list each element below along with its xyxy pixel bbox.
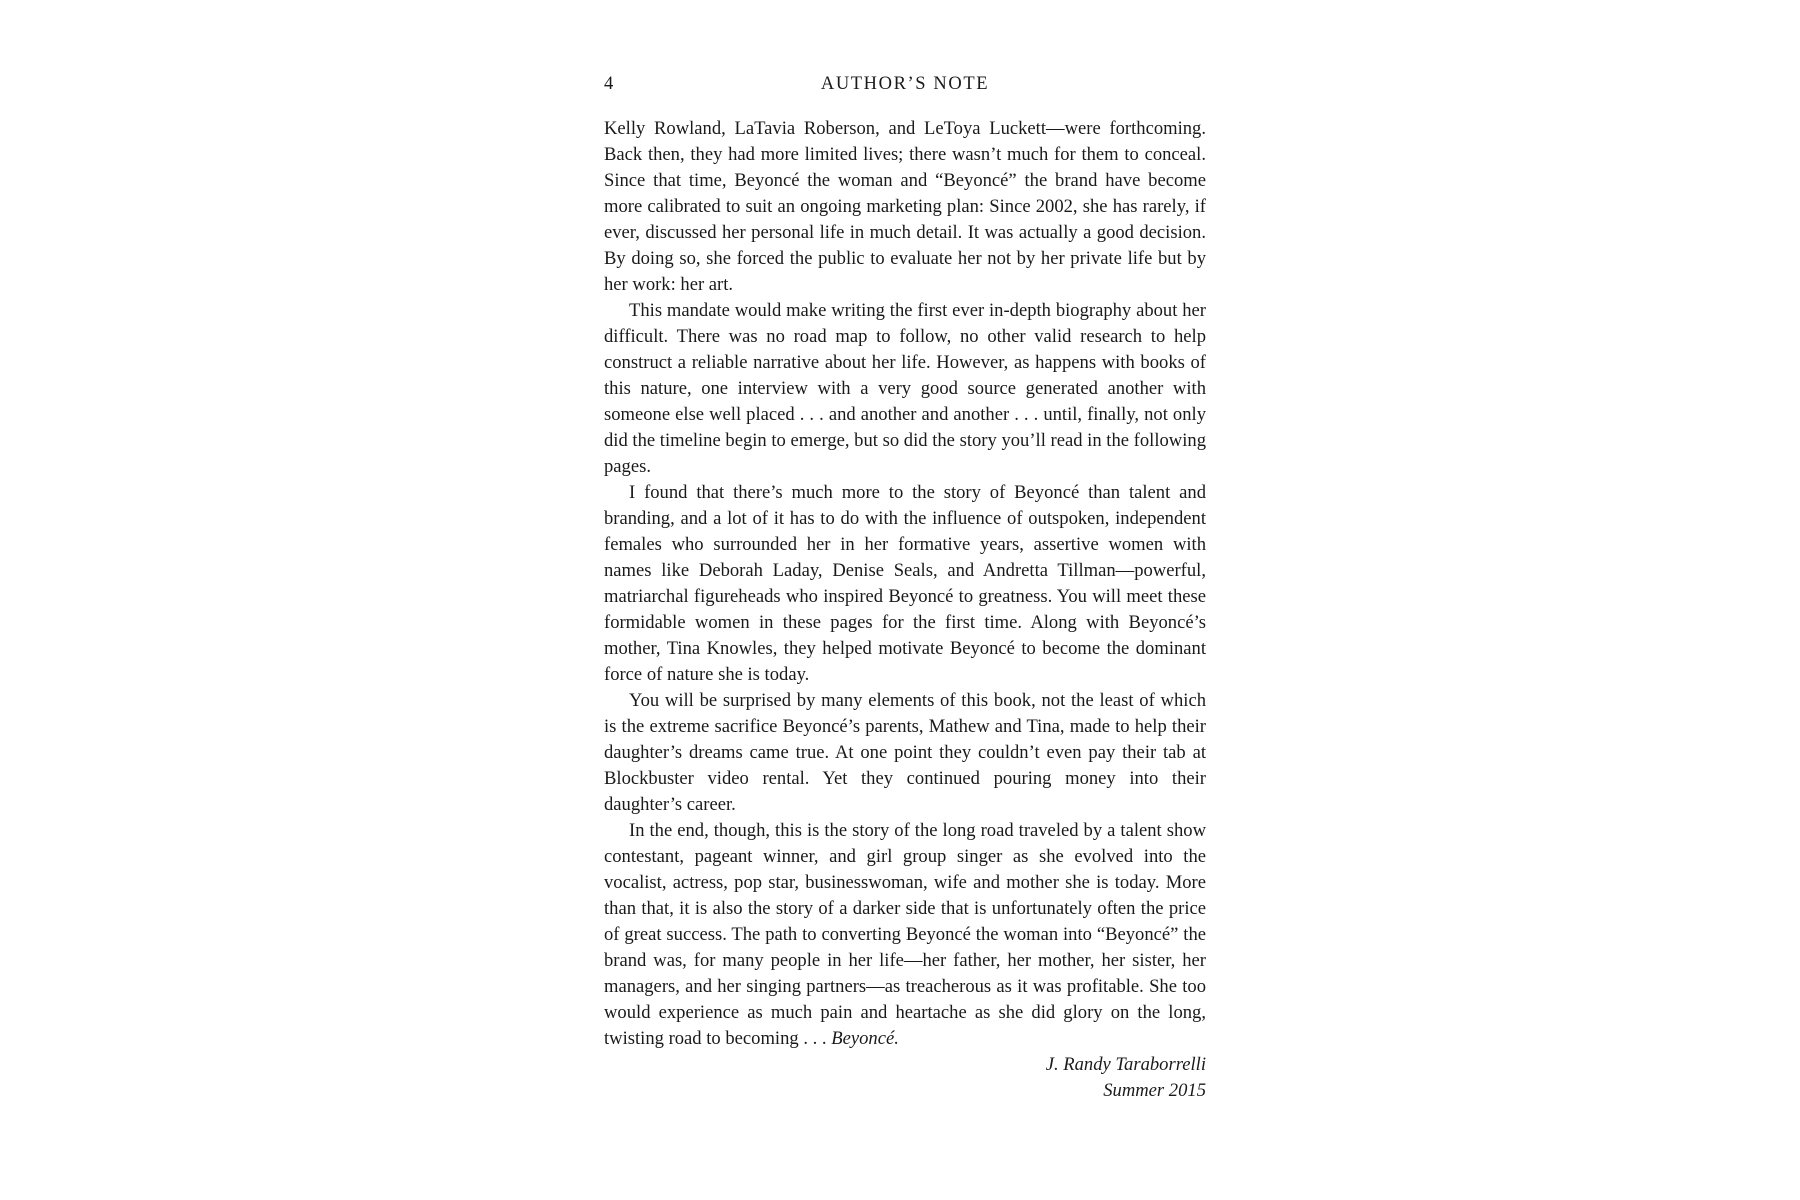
paragraph-4: You will be surprised by many elements of this book, not the least of which is the extreme sacrifice Beyoncé’s parents, Mathew and Tina, made to help their daughter’s dreams came true. At one point they couldn’t even pay their tab at Blockbuster video rental. Yet they continued pouring money into their daughter’s career. [604, 690, 1206, 815]
paragraph-5-emphasis: Beyoncé. [831, 1028, 899, 1049]
paragraph-1: Kelly Rowland, LaTavia Roberson, and LeToya Luckett—were forthcoming. Back then, they had more limited lives; there wasn’t much for them to conceal. Since that time, Beyoncé the woman and “Beyoncé” the brand have become more calibrated to suit an ongoing marketing plan: Since 2002, she has rarely, if ever, discussed her personal life in much detail. It was actually a good decision. By doing so, she forced the public to evaluate her not by her private life but by her work: her art. [604, 118, 1206, 295]
signature-date: Summer 2015 [1103, 1080, 1206, 1101]
paragraph-5 [604, 818, 1206, 1052]
running-head [604, 70, 1206, 100]
chapter-title: AUTHOR’S NOTE [820, 74, 990, 94]
paragraph-2: This mandate would make writing the first ever in-depth biography about her difficult. There was no road map to follow, no other valid research to help construct a reliable narrative about her life. However, as happens with books of this nature, one interview with a very good source generated another with someone else well placed . . . and another and another . . . until, finally, not only did the timeline begin to emerge, but so did the story you’ll read in the following pages. [604, 300, 1206, 477]
body-text [604, 116, 1206, 1052]
page-number: 4 [604, 74, 614, 94]
paragraph-3: I found that there’s much more to the story of Beyoncé than talent and branding, and a lot of it has to do with the influence of outspoken, independent females who surrounded her in her formative years, assertive women with names like Deborah Laday, Denise Seals, and Andretta Tillman—powerful, matriarchal figureheads who inspired Beyoncé to greatness. You will meet these formidable women in these pages for the first time. Along with Beyoncé’s mother, Tina Knowles, they helped motivate Beyoncé to become the dominant force of nature she is today. [604, 482, 1206, 685]
paragraph-5-text: In the end, though, this is the story of the long road traveled by a talent show contestant, pageant winner, and girl group singer as she evolved into the vocalist, actress, pop star, businesswoman, wife and mother she is today. More than that, it is also the story of a darker side that is unfortunately often the price of great success. The path to converting Beyoncé the woman into “Beyoncé” the brand was, for many people in her life—her father, her mother, her sister, her managers, and her singing partners—as treacherous as it was profitable. She too would experience as much pain and heartache as she did glory on the long, twisting road to becoming . . . [604, 820, 1206, 1049]
book-page [604, 70, 1206, 1104]
signature-block [604, 1052, 1206, 1104]
author-name: J. Randy Taraborrelli [1045, 1054, 1206, 1075]
